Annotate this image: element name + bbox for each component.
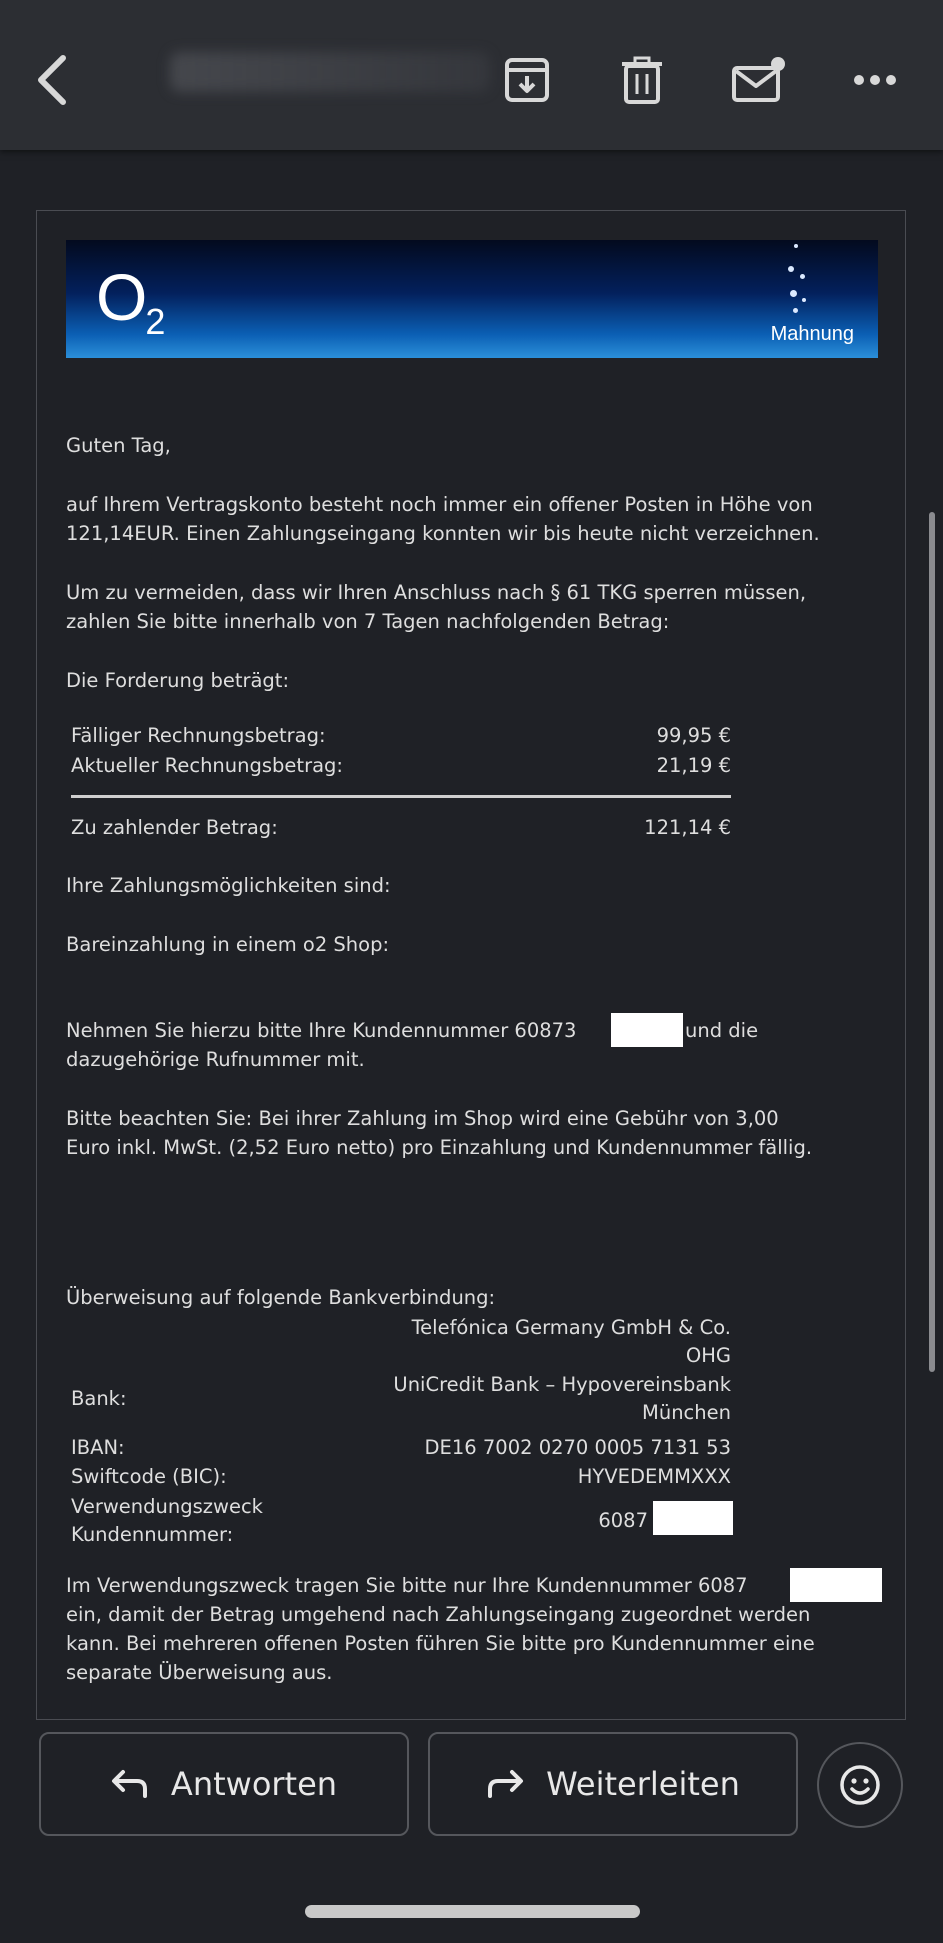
recipient-name: OHG <box>685 1344 731 1367</box>
total-value: 121,14 € <box>644 816 731 839</box>
top-toolbar <box>0 0 943 150</box>
bubble-decoration <box>790 290 797 297</box>
o2-banner <box>66 240 878 358</box>
scrollbar[interactable] <box>929 512 935 1372</box>
bic-label: Swiftcode (BIC): <box>71 1465 227 1488</box>
email-body-frame <box>36 210 906 1720</box>
paragraph-line: ein, damit der Betrag umgehend nach Zahlungseingang zugeordnet werden <box>66 1603 811 1626</box>
home-indicator[interactable] <box>305 1905 640 1918</box>
bubble-decoration <box>788 266 794 272</box>
archive-icon <box>503 56 551 104</box>
paragraph-line: dazugehörige Rufnummer mit. <box>66 1048 365 1071</box>
logo-letter-o: O <box>96 260 148 334</box>
reference-label: Kundennummer: <box>71 1523 234 1546</box>
mark-unread-button[interactable] <box>724 45 794 115</box>
forward-icon <box>486 1769 524 1799</box>
payment-options-heading: Ihre Zahlungsmöglichkeiten sind: <box>66 874 391 897</box>
banner-label: Mahnung <box>770 323 854 345</box>
paragraph-line: Im Verwendungszweck tragen Sie bitte nur Ihre Kundennummer 6087 <box>66 1574 748 1597</box>
bank-name: UniCredit Bank – Hypovereinsbank <box>393 1373 731 1396</box>
paragraph-line: Euro inkl. MwSt. (2,52 Euro netto) pro Einzahlung und Kundennummer fällig. <box>66 1136 813 1159</box>
mail-unread-icon <box>731 56 787 104</box>
amount-value: 21,19 € <box>656 754 731 777</box>
bubble-decoration <box>800 274 805 279</box>
paragraph-line: Nehmen Sie hierzu bitte Ihre Kundennummer 60873 <box>66 1019 577 1042</box>
paragraph-line: Bitte beachten Sie: Bei ihrer Zahlung im Shop wird eine Gebühr von 3,00 <box>66 1107 779 1130</box>
paragraph-line: separate Überweisung aus. <box>66 1661 333 1684</box>
bic-value: HYVEDEMMXXX <box>577 1465 731 1488</box>
smiley-icon <box>839 1764 881 1806</box>
bubble-decoration <box>793 308 798 313</box>
action-bar <box>0 1732 943 1842</box>
blurred-subject <box>170 52 490 92</box>
more-button[interactable] <box>840 45 910 115</box>
paragraph-line: 121,14EUR. Einen Zahlungseingang konnten wir bis heute nicht verzeichnen. <box>66 522 820 545</box>
paragraph-line: kann. Bei mehreren offenen Posten führen Sie bitte pro Kundennummer eine <box>66 1632 815 1655</box>
paragraph-line: auf Ihrem Vertragskonto besteht noch immer ein offener Posten in Höhe von <box>66 493 813 516</box>
back-button[interactable] <box>18 45 88 115</box>
paragraph-line: und die <box>685 1019 759 1042</box>
bubble-decoration <box>794 244 798 248</box>
greeting: Guten Tag, <box>66 434 171 457</box>
amount-value: 99,95 € <box>656 724 731 747</box>
amount-label: Aktueller Rechnungsbetrag: <box>71 754 343 777</box>
iban-value: DE16 7002 0270 0005 7131 53 <box>424 1436 731 1459</box>
bank-name: München <box>642 1401 731 1424</box>
forward-label: Weiterleiten <box>546 1765 740 1803</box>
total-label: Zu zahlender Betrag: <box>71 816 278 839</box>
paragraph-line: Um zu vermeiden, dass wir Ihren Anschluss nach § 61 TKG sperren müssen, <box>66 581 807 604</box>
trash-icon <box>620 56 664 104</box>
o2-logo <box>96 260 167 342</box>
claim-intro: Die Forderung beträgt: <box>66 669 290 692</box>
forward-button[interactable] <box>428 1732 798 1836</box>
redaction-box <box>653 1501 733 1535</box>
amount-label: Fälliger Rechnungsbetrag: <box>71 724 326 747</box>
recipient-name: Telefónica Germany GmbH & Co. <box>411 1316 731 1339</box>
reference-label: Verwendungszweck <box>71 1495 263 1518</box>
logo-digit-2: 2 <box>145 301 166 342</box>
bank-label: Bank: <box>71 1387 127 1410</box>
emoji-reaction-button[interactable] <box>817 1742 903 1828</box>
sum-divider <box>71 795 731 798</box>
iban-label: IBAN: <box>71 1436 125 1459</box>
cash-shop-heading: Bareinzahlung in einem o2 Shop: <box>66 933 390 956</box>
chevron-left-icon <box>33 52 73 108</box>
reply-icon <box>111 1769 149 1799</box>
more-horizontal-icon <box>853 74 897 86</box>
redaction-box <box>611 1013 683 1047</box>
delete-button[interactable] <box>607 45 677 115</box>
archive-button[interactable] <box>492 45 562 115</box>
paragraph-line: zahlen Sie bitte innerhalb von 7 Tagen nachfolgenden Betrag: <box>66 610 670 633</box>
reply-button[interactable] <box>39 1732 409 1836</box>
bubble-decoration <box>802 298 806 302</box>
redaction-box <box>790 1568 882 1602</box>
reply-label: Antworten <box>170 1765 338 1803</box>
transfer-heading: Überweisung auf folgende Bankverbindung: <box>66 1286 496 1309</box>
reference-value: 6087 <box>598 1509 648 1532</box>
